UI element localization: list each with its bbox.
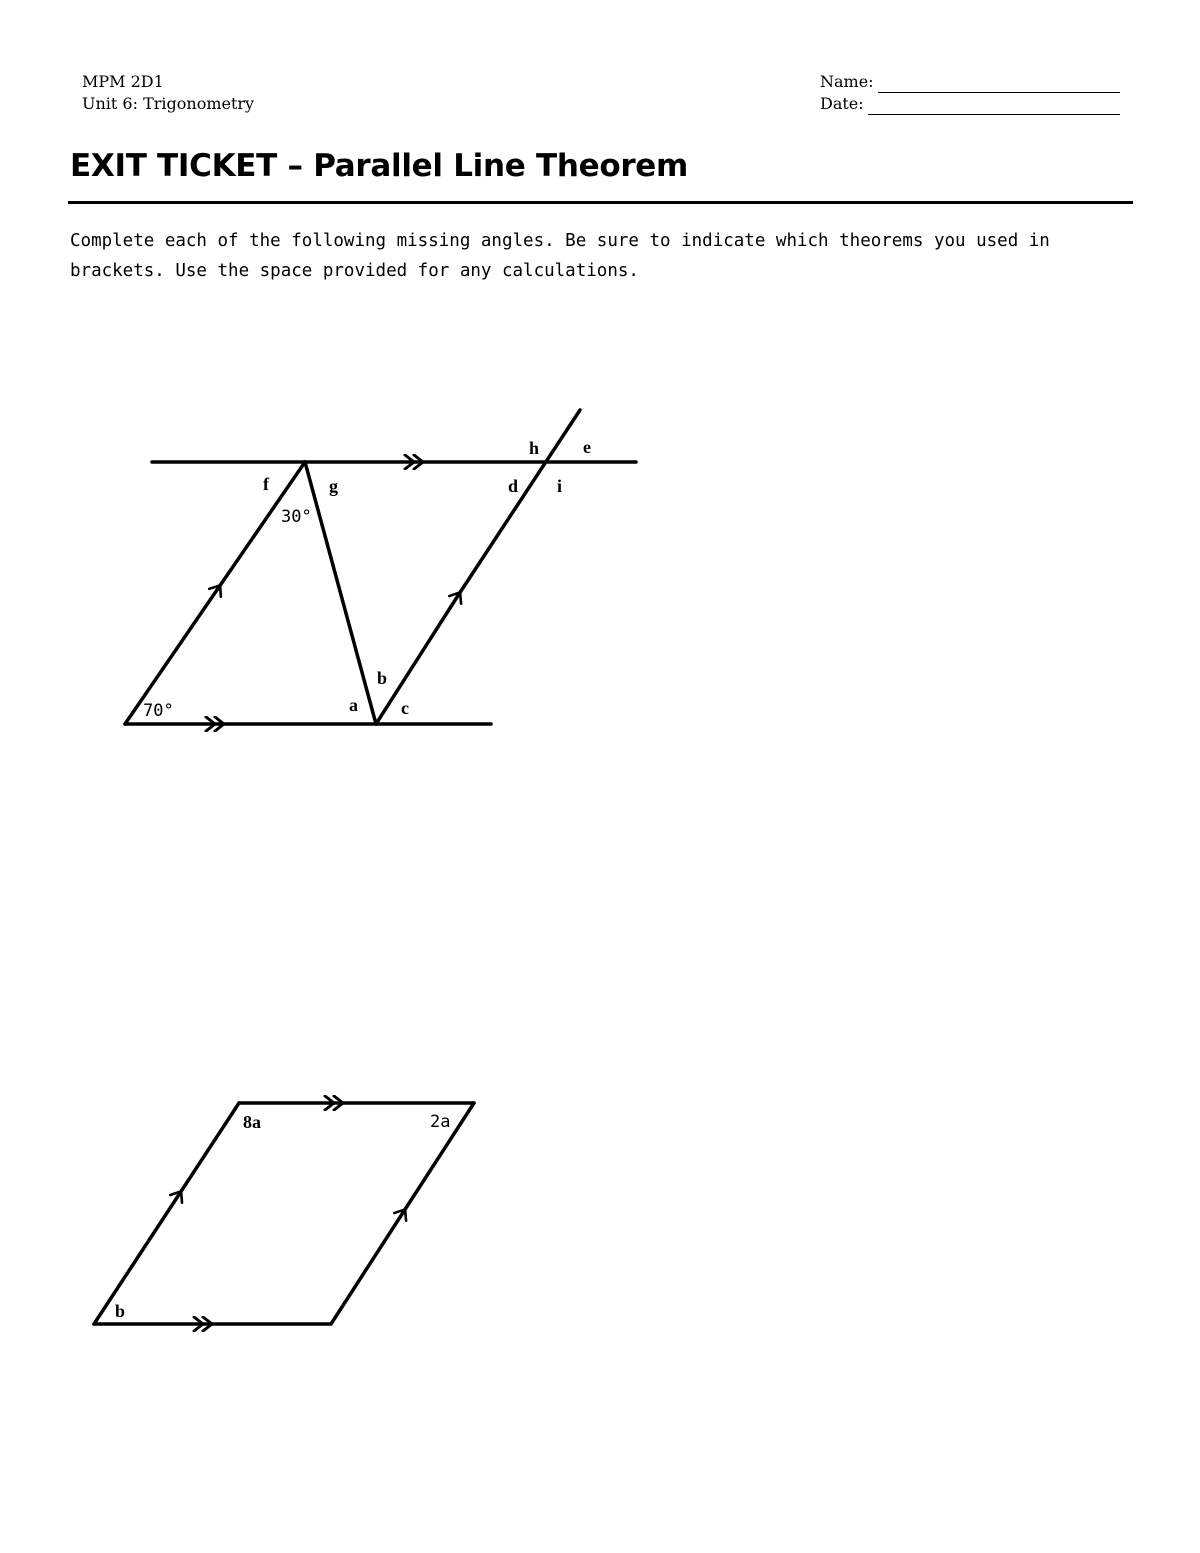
angle-label-d: d — [508, 476, 519, 496]
angle-label-b-bottom: b — [115, 1301, 126, 1321]
angle-label-8a: 8a — [243, 1112, 261, 1132]
angle-label-b: b — [377, 668, 388, 688]
right-transversal — [376, 410, 580, 724]
angle-label-e: e — [583, 437, 591, 457]
angle-label-h: h — [529, 438, 540, 458]
parallelogram-right-side — [331, 1103, 474, 1324]
left-transversal — [125, 462, 305, 724]
page-title: EXIT TICKET – Parallel Line Theorem — [70, 148, 689, 184]
unit-title: Unit 6: Trigonometry — [82, 94, 255, 113]
instructions-text: Complete each of the following missing angles. Be sure to indicate which theorems you used in brackets. Use the space provided for any calculations. — [70, 231, 1050, 281]
date-label: Date: — [820, 94, 864, 113]
given-angle-70: 70° — [143, 701, 174, 721]
middle-transversal — [305, 462, 376, 724]
angle-label-c: c — [401, 698, 409, 718]
diagram-2-parallelogram — [94, 1103, 474, 1324]
diagram-1-labels — [143, 437, 591, 721]
angle-label-i: i — [557, 476, 563, 496]
angle-label-f: f — [263, 474, 269, 494]
angle-label-2a: 2a — [430, 1112, 451, 1132]
course-code: MPM 2D1 — [82, 72, 164, 91]
parallelogram-left-side — [94, 1103, 239, 1324]
angle-label-g: g — [329, 476, 338, 496]
given-angle-30: 30° — [281, 507, 312, 527]
angle-label-a: a — [349, 695, 358, 715]
name-label: Name: — [820, 72, 874, 91]
